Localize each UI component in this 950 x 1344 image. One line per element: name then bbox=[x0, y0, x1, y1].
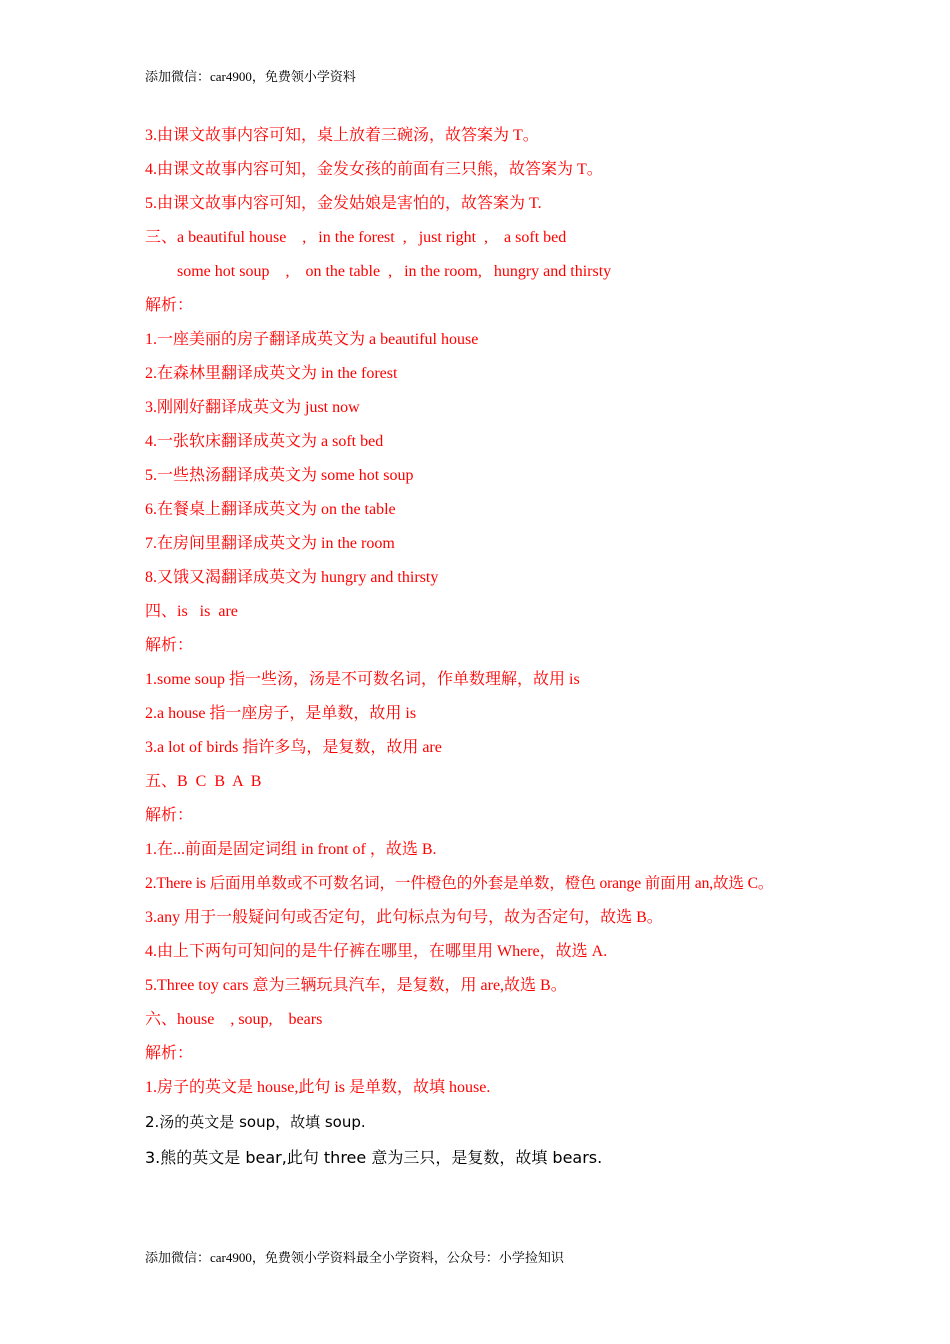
answer-line: 3.any 用于一般疑问句或否定句，此句标点为句号，故为否定句，故选 B。 bbox=[145, 909, 663, 926]
answer-line: 5.Three toy cars 意为三辆玩具汽车，是复数，用 are,故选 B。 bbox=[145, 977, 567, 994]
answer-line: 1.在...前面是固定词组 in front of ，故选 B. bbox=[145, 841, 437, 858]
answer-line: 2.There is 后面用单数或不可数名词，一件橙色的外套是单数，橙色 orange 前面用 an,故选 C。 bbox=[145, 875, 774, 892]
section-four-answers: 四、is is are bbox=[145, 603, 238, 620]
section-three-answers: 三、a beautiful house , in the forest , just right , a soft bed bbox=[145, 229, 567, 246]
answer-line: 1.一座美丽的房子翻译成英文为 a beautiful house bbox=[145, 331, 479, 348]
analysis-heading: 解析： bbox=[145, 807, 194, 824]
answer-content bbox=[145, 124, 845, 1182]
answer-line: 3.由课文故事内容可知，桌上放着三碗汤，故答案为 T。 bbox=[145, 127, 539, 144]
page-footer: 添加微信：car4900，免费领小学资料最全小学资料，公众号：小学捡知识 bbox=[145, 1250, 564, 1265]
answer-line: 2.a house 指一座房子，是单数，故用 is bbox=[145, 705, 417, 722]
answer-line: 7.在房间里翻译成英文为 in the room bbox=[145, 535, 395, 552]
section-six-answers: 六、house , soup, bears bbox=[145, 1011, 323, 1028]
answer-line: 5.由课文故事内容可知，金发姑娘是害怕的，故答案为 T. bbox=[145, 195, 542, 212]
answer-line: 5.一些热汤翻译成英文为 some hot soup bbox=[145, 467, 414, 484]
answer-line: 3.刚刚好翻译成英文为 just now bbox=[145, 399, 360, 416]
answer-line: 3.a lot of birds 指许多鸟，是复数，故用 are bbox=[145, 739, 442, 756]
page-header: 添加微信：car4900，免费领小学资料 bbox=[145, 69, 356, 84]
answer-line: 3.熊的英文是 bear,此句 three 意为三只，是复数，故填 bears. bbox=[145, 1148, 603, 1167]
answer-line: 2.汤的英文是 soup，故填 soup. bbox=[145, 1113, 366, 1131]
answer-line: 1.房子的英文是 house,此句 is 是单数，故填 house. bbox=[145, 1079, 491, 1096]
answer-line: 1.some soup 指一些汤，汤是不可数名词，作单数理解，故用 is bbox=[145, 671, 580, 688]
analysis-heading: 解析： bbox=[145, 297, 194, 314]
section-three-answers-continued: some hot soup , on the table , in the room, hungry and thirsty bbox=[177, 263, 612, 280]
answer-line: 4.由上下两句可知问的是牛仔裤在哪里，在哪里用 Where，故选 A. bbox=[145, 943, 608, 960]
analysis-heading: 解析： bbox=[145, 1045, 194, 1062]
section-five-answers: 五、B C B A B bbox=[145, 773, 262, 790]
answer-line: 4.一张软床翻译成英文为 a soft bed bbox=[145, 433, 384, 450]
answer-line: 2.在森林里翻译成英文为 in the forest bbox=[145, 365, 398, 382]
answer-line: 6.在餐桌上翻译成英文为 on the table bbox=[145, 501, 396, 518]
answer-line: 4.由课文故事内容可知，金发女孩的前面有三只熊，故答案为 T。 bbox=[145, 161, 603, 178]
answer-line: 8.又饿又渴翻译成英文为 hungry and thirsty bbox=[145, 569, 439, 586]
analysis-heading: 解析： bbox=[145, 637, 194, 654]
